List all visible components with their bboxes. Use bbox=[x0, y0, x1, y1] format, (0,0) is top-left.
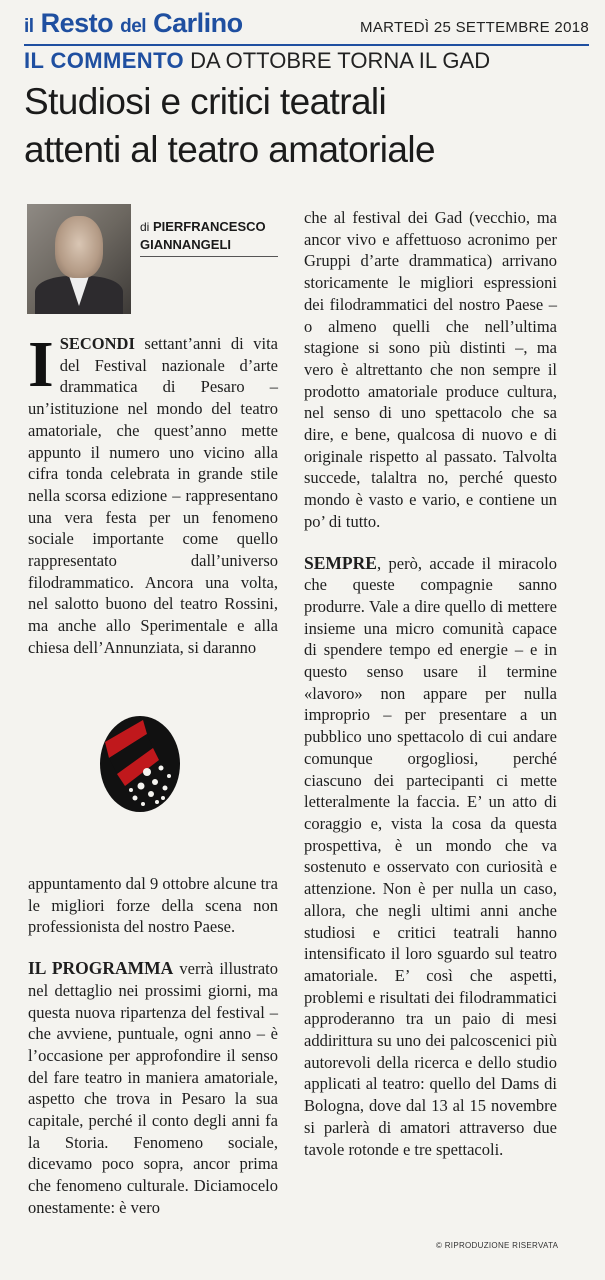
byline-author-2: GIANNANGELI bbox=[140, 237, 231, 252]
article-column-1-top bbox=[28, 328, 278, 659]
festival-logo-art bbox=[95, 712, 185, 816]
logo-carlino: Carlino bbox=[153, 8, 243, 38]
sempre-text: , però, accade il miracolo che queste compagnie sanno produrre. Vale a dire quello di mettere insieme una micro comunità capace di spendere tempo ed energie – e in questo senso usare il termine «lavoro» non appare per nulla improprio – per presentare a un pubblico uno spettacolo di cui andare comunque orgogliosi, perché ciascuno dei partecipanti ci mette letteralmente la faccia. E’ un atto di coraggio e, vista la cosa da questa prospettiva, è un mondo che va sostenuto e osservato con curiosità e attenzione. Non è per nulla un caso, allora, che negli ultimi anni anche studiosi e critici teatrali hanno intensificato il loro sguardo sul teatro amatoriale. E’ così che aspetti, problemi e risultati dei filodrammatici approderanno tra un paio di mesi addirittura su uno dei palcoscenici più autorevoli della ricerca e dello studio applicati al teatro: quello del Dams di Bologna, dove dal 13 al 15 novembre si parlerà di amatori attraverso due tavole rotonde e tre spettacoli. bbox=[304, 553, 557, 1159]
lead-paragraph bbox=[28, 328, 278, 659]
issue-date: MARTEDÌ 25 SETTEMBRE 2018 bbox=[360, 19, 589, 36]
logo-resto: Resto bbox=[40, 8, 114, 38]
byline-author-1: PIERFRANCESCO bbox=[152, 219, 266, 234]
lead-bold: SECONDI bbox=[59, 334, 135, 353]
programma-paragraph bbox=[28, 958, 278, 1218]
dropcap: I bbox=[28, 328, 54, 401]
headline-line-1: Studiosi e critici teatrali bbox=[24, 81, 387, 122]
paragraph-gap-2 bbox=[304, 533, 557, 553]
paragraph-gap bbox=[28, 938, 278, 958]
sempre-subhead: SEMPRE bbox=[304, 552, 377, 573]
copyright-notice: © RIPRODUZIONE RISERVATA bbox=[436, 1241, 559, 1250]
headline-line-2: attenti al teatro amatoriale bbox=[24, 129, 435, 170]
logo-del: del bbox=[120, 16, 147, 37]
byline-prefix: di bbox=[140, 220, 150, 234]
masthead bbox=[24, 8, 589, 44]
programma-subhead: IL PROGRAMMA bbox=[28, 958, 174, 979]
byline bbox=[140, 218, 280, 253]
author-photo bbox=[27, 204, 131, 314]
column-2-paragraph-1: che al festival dei Gad (vecchio, ma ancor vivo e affettuoso acronimo per Gruppi d’arte drammatica) arrivano storicamente le migliori espressioni dei filodrammatici del nostro Paese – o almeno quelli che nell’ultima stagione si sono più distinti –, ma vero è altrettanto che non sempre il prodotto amatoriale produce cultura, nel senso di uno spettacolo che sa dire, e bene, qualcosa di nuovo e di originale rispetto al passato. Talvolta succede, talaltra no, perché questo mondo è vasto e vario, e contiene un po’ di tutto. bbox=[304, 208, 557, 531]
sempre-paragraph bbox=[304, 553, 557, 1161]
article-column-1-bottom bbox=[28, 873, 278, 1219]
photo-face bbox=[55, 216, 103, 278]
continued-paragraph: appuntamento dal 9 ottobre alcune tra le migliori forze della scena non professionista del nostro Paese. bbox=[28, 874, 278, 937]
article-column-2 bbox=[304, 207, 557, 1160]
programma-text: verrà illustrato nel dettaglio nei prossimi giorni, ma questa nuova ripartenza del festival – che avviene, puntuale, ogni anno – è l’occasione per approfondire il senso del fare teatro in maniera amatoriale, aspetto che trova in Pesaro la sua capitale, perché il conto degli anni fa la Storia. Fenomeno sociale, dicevamo poco sopra, ancor prima che fenomeno culturale. Diciamocelo onestamente: è vero bbox=[28, 959, 278, 1217]
headline bbox=[24, 78, 594, 174]
masthead-rule bbox=[24, 44, 589, 46]
byline-rule bbox=[140, 256, 278, 257]
newspaper-logo bbox=[24, 8, 243, 39]
kicker bbox=[24, 48, 594, 74]
lead-text: settant’anni di vita del Festival nazionale d’arte drammatica di Pesaro – un’istituzione nel mondo del teatro amatoriale, che quest’anno mette appunto il numero uno vicino alla cifra tonda celebrata in grande stile nella scorsa edizione – rappresentano una vera festa per un fenomeno sociale importante come quello rappresentato dall’universo filodrammatico. Ancora una volta, nel salotto buono del teatro Rossini, ma anche allo Sperimentale e alla chiesa dell’Annunziata, si daranno bbox=[28, 334, 278, 657]
logo-il: il bbox=[24, 16, 34, 37]
section-topic: DA OTTOBRE TORNA IL GAD bbox=[190, 48, 491, 73]
section-label: IL COMMENTO bbox=[24, 48, 185, 73]
